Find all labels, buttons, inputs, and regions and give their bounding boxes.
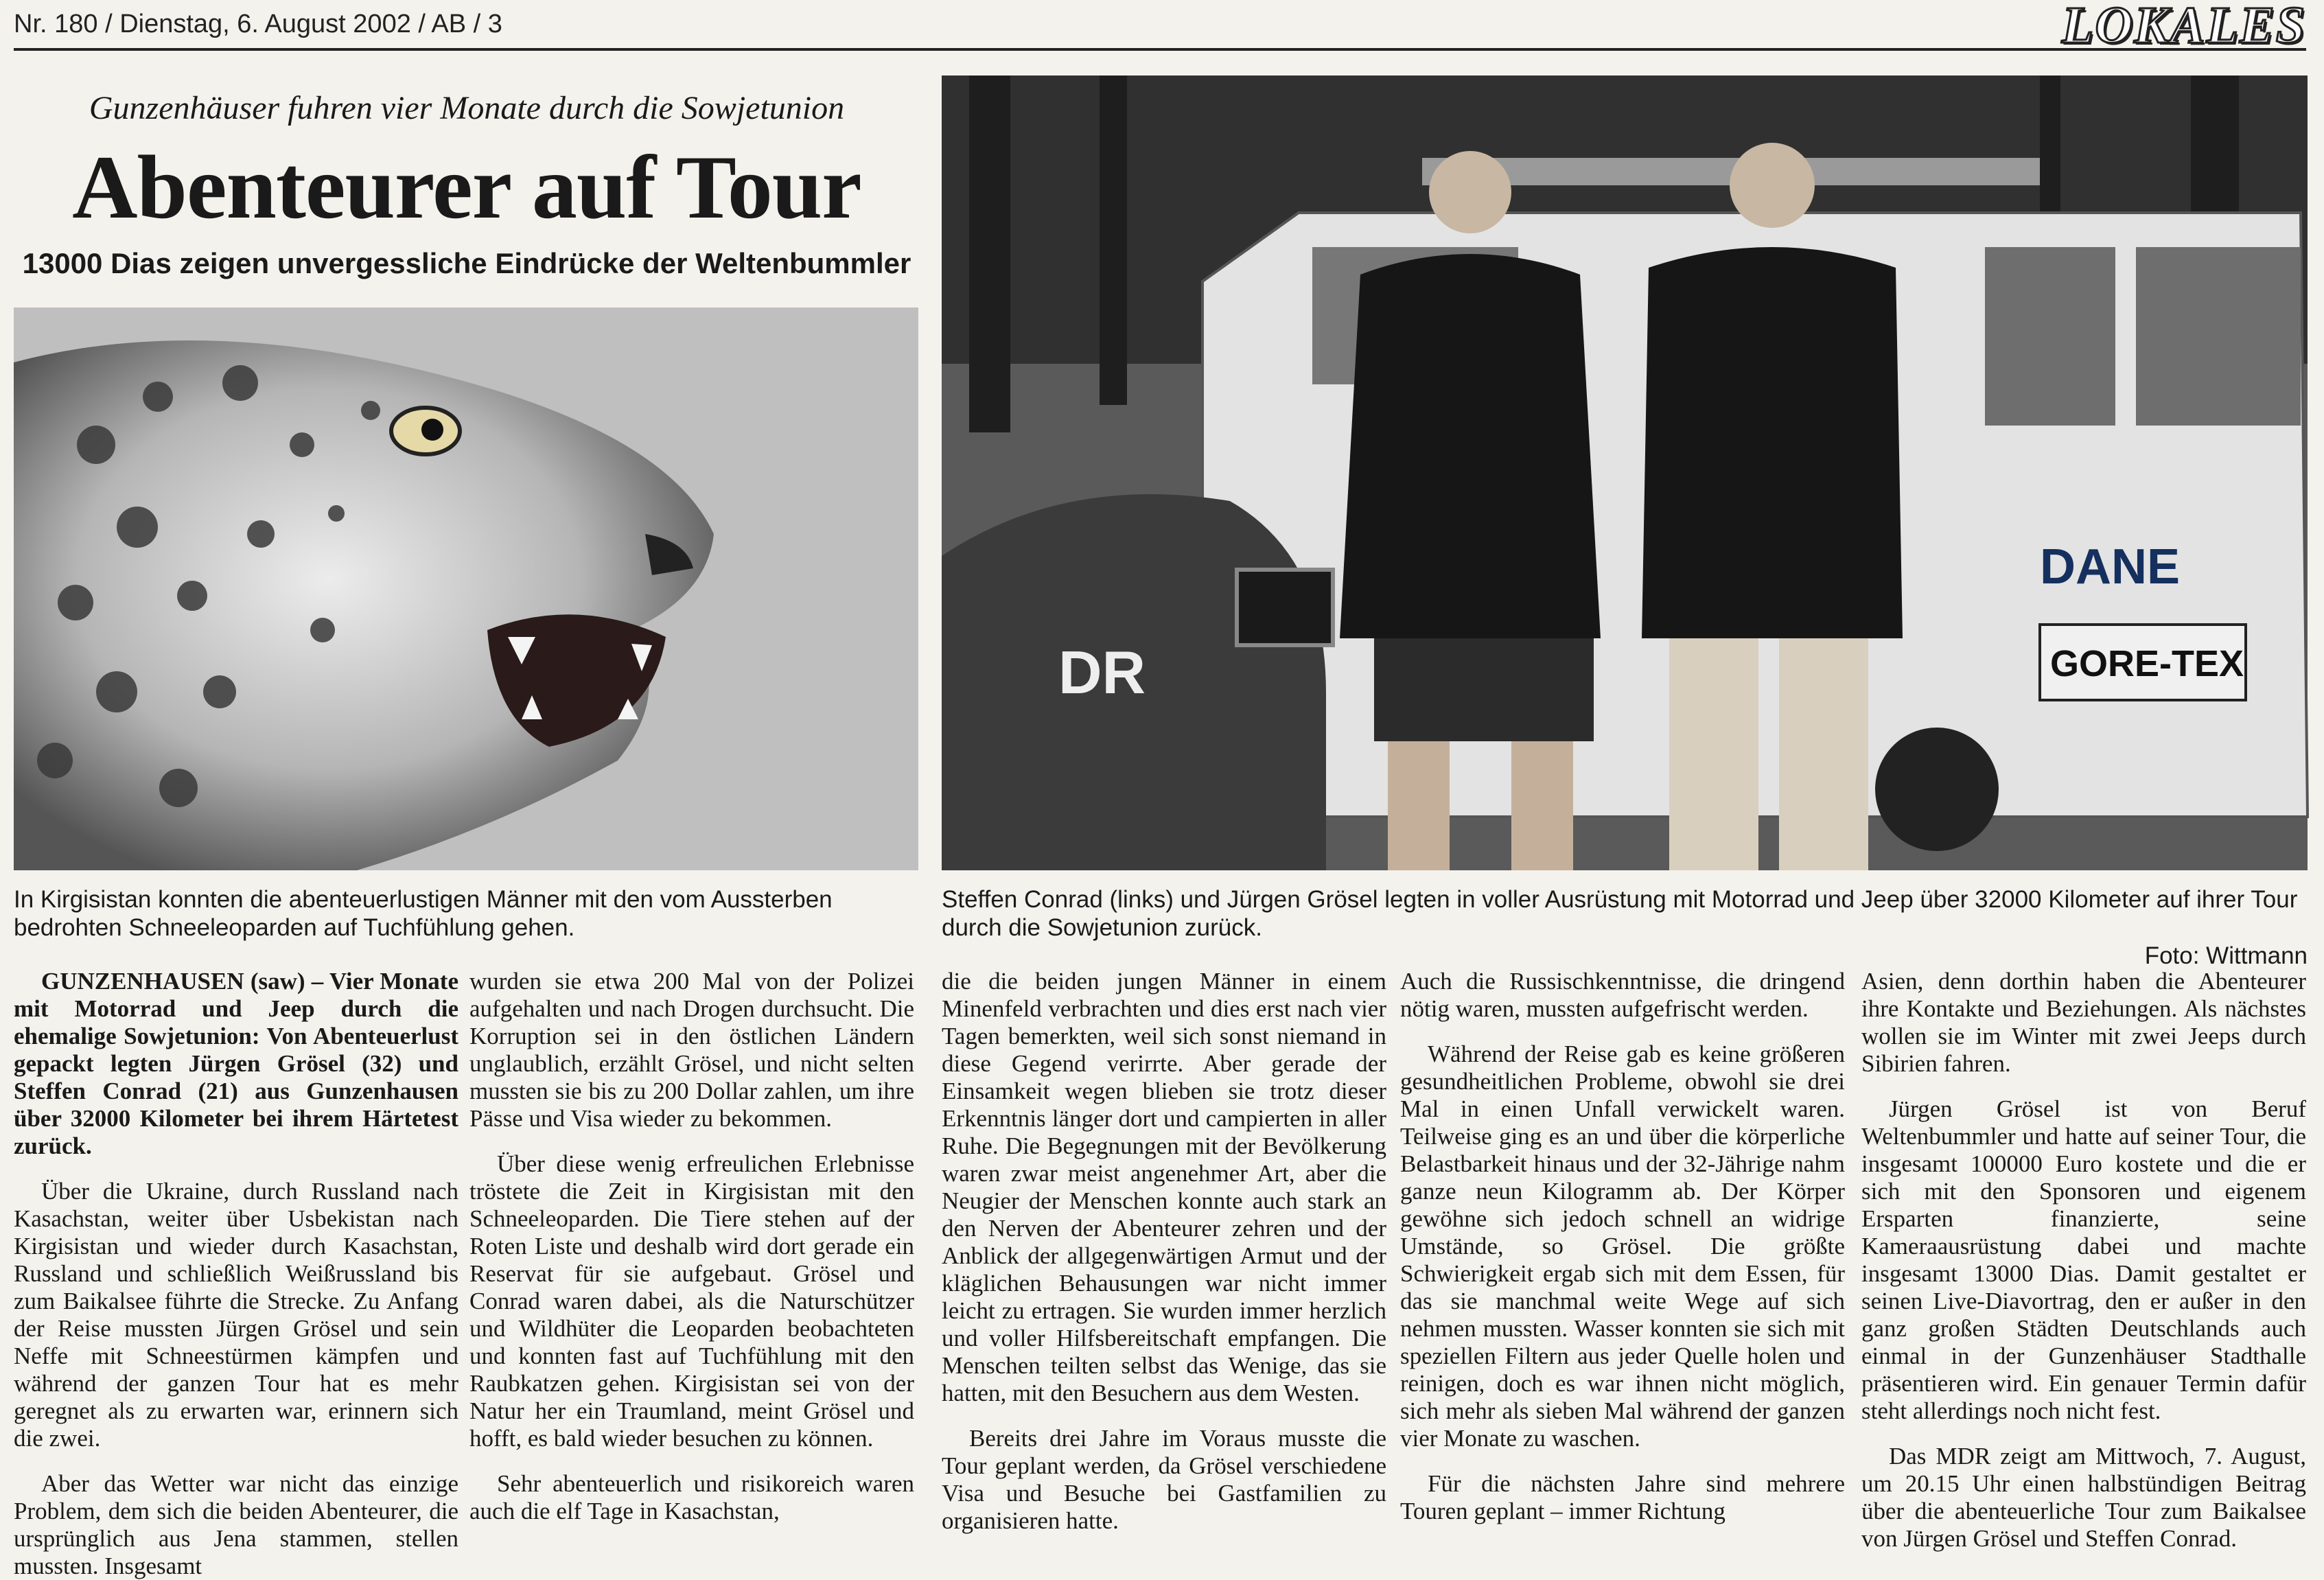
car-sponsor-sign: GORE-TEX — [2050, 643, 2244, 684]
article-paragraph: Das MDR zeigt am Mittwoch, 7. August, um 20.15 Uhr einen halbstündigen Beitrag über die abenteuerliche Tour zum Baikalsee von Jürgen Grösel und Steffen Conrad. — [1861, 1443, 2306, 1552]
article-paragraph: Auch die Russischkenntnisse, die dringend nötig waren, mussten aufgefrischt werden. — [1400, 968, 1845, 1022]
article-paragraph: Über diese wenig erfreulichen Erlebnisse tröstete die Zeit in Kirgisistan mit den Schneeleoparden. Die Tiere stehen auf der Roten Liste und deshalb wird dort gerade ein Reservat für sie aufgebaut. Grösel und Conrad waren dabei, als die Naturschützer und Wildhüter die Leoparden beobachteten und konnten fast auf Tuchfühlung mit den Raubkatzen gehen. Kirgisistan sei von der Natur her ein Traumland, meint Grösel und hofft, es bald wieder besuchen zu können. — [469, 1150, 914, 1452]
article-kicker: Gunzenhäuser fuhren vier Monate durch die Sowjetunion — [89, 90, 845, 126]
article-paragraph: Während der Reise gab es keine größeren gesundheitlichen Probleme, obwohl sie drei Mal in einen Unfall verwickelt waren. Teilweise ging es an und über die körperliche Belastbarkeit hinaus und der 32-Jährige nahm ganze neun Kilogramm ab. Der Körper gewöhne sich jedoch schnell an widrige Umstände, so Grösel. Die größte Schwierigkeit ergab sich mit dem Essen, für das sie manchmal weite Wege auf sich nehmen mussten. Wasser konnten sie sich mit speziellen Filtern aus jeder Quelle holen und reinigen, doch es war ihnen nicht möglich, sich mehr als sieben Mal während der ganzen vier Monate zu waschen. — [1400, 1041, 1845, 1452]
article-headline: Abenteurer auf Tour — [72, 137, 861, 237]
expedition-photo-caption — [942, 885, 2308, 970]
section-title: LOKALES — [2061, 0, 2306, 54]
article-column-2 — [469, 968, 914, 1537]
snow-leopard-photo — [14, 307, 918, 870]
expedition-photo — [942, 75, 2308, 870]
article-paragraph: Asien, denn dorthin haben die Abenteurer ihre Kontakte und Beziehungen. Als nächstes wollen sie im Winter mit zwei Jeeps durch Sibirien fahren. — [1861, 968, 2306, 1077]
motorcycle-sign: DR — [1058, 638, 1146, 706]
car-brand-sign: DANE — [2040, 539, 2181, 594]
issue-line: Nr. 180 / Dienstag, 6. August 2002 / AB / 3 — [14, 10, 502, 38]
article-paragraph: Für die nächsten Jahre sind mehrere Touren geplant – immer Richtung — [1400, 1470, 1845, 1524]
expedition-caption-text: Steffen Conrad (links) und Jürgen Grösel legten in voller Ausrüstung mit Motorrad und Jeep über 32000 Kilometer auf ihrer Tour durch die Sowjetunion zurück. — [942, 886, 2298, 941]
snow-leopard-illustration — [14, 307, 918, 870]
article-paragraph: Jürgen Grösel ist von Beruf Weltenbummler und hatte auf seiner Tour, die insgesamt 100000 Euro kostete und die er sich mit den Sponsoren und eigenem Ersparten finanzierte, seine Kameraausrüstung dabei und machte insgesamt 13000 Dias. Damit gestaltet er seinen Live-Diavortrag, den er außer in den ganz großen Städten Deutschlands auch einmal in der Gunzenhäuser Stadthalle präsentieren wird. Ein genauer Termin dafür steht allerdings noch nicht fest. — [1861, 1095, 2306, 1424]
article-paragraph: Sehr abenteuerlich und risikoreich waren auch die elf Tage in Kasachstan, — [469, 1470, 914, 1524]
leopard-photo-caption: In Kirgisistan konnten die abenteuerlustigen Männer mit den vom Aussterben bedrohten Schneeleoparden auf Tuchfühlung gehen. — [14, 886, 833, 941]
article-paragraph: Bereits drei Jahre im Voraus musste die Tour geplant werden, da Grösel verschiedene Visa und Besuche bei Gastfamilien zu organisieren hatte. — [942, 1425, 1386, 1534]
article-lead: GUNZENHAUSEN (saw) – Vier Monate mit Motorrad und Jeep durch die ehemalige Sowjetunion: Von Abenteuerlust gepackt legten Jürgen Grösel (32) und Steffen Conrad (21) aus Gunzenhausen über 32000 Kilometer bei ihrem Härtetest zurück. — [14, 968, 458, 1159]
article-paragraph: Aber das Wetter war nicht das einzige Problem, dem sich die beiden Abenteurer, die ursprünglich aus Jena stammen, stellen mussten. Insgesamt — [14, 1470, 458, 1579]
article-paragraph: die die beiden jungen Männer in einem Minenfeld verbrachten und dies erst nach vier Tagen bemerkten, weil sich sonst niemand in diese Gegend verirrte. Aber gerade der Einsamkeit wegen blieben sie trotz dieser Erkenntnis länger dort und campierten in aller Ruhe. Die Begegnungen mit der Bevölkerung waren zwar meist angenehmer Art, aber die Neugier der Menschen konnte auch stark an den Nerven der Abenteurer zehren und der Anblick der allgegenwärtigen Armut und der kläglichen Behausungen war nicht immer leicht zu ertragen. Sie wurden immer herzlich und voller Hilfsbereitschaft empfangen. Die Menschen teilten selbst das Wenige, das sie hatten, mit den Besuchern aus dem Westen. — [942, 968, 1386, 1406]
article-paragraph: Über die Ukraine, durch Russland nach Kasachstan, weiter über Usbekistan nach Kirgisistan und wieder durch Kasachstan, Russland und schließlich Weißrussland bis zum Baikalsee führte die Strecke. Zu Anfang der Reise mussten Jürgen Grösel und sein Neffe mit Schneestürmen kämpfen und während der ganzen Tour hat es mehr geregnet als zu erwarten war, erinnern sich die zwei. — [14, 1178, 458, 1452]
masthead — [14, 0, 2306, 54]
article-paragraph: wurden sie etwa 200 Mal von der Polizei aufgehalten und nach Drogen durchsucht. Die Korruption sei in den östlichen Ländern unglaublich, erzählt Grösel, und nicht selten mussten sie bis zu 200 Dollar zahlen, um ihre Pässe und Visa wieder zu bekommen. — [469, 968, 914, 1132]
article-column-5 — [1861, 968, 2306, 1552]
article-column-1 — [14, 968, 458, 1579]
expedition-illustration — [942, 75, 2308, 870]
article-column-4 — [1400, 968, 1845, 1537]
article-subhead: 13000 Dias zeigen unvergessliche Eindrücke der Weltenbummler — [22, 247, 911, 279]
article-column-3 — [942, 968, 1386, 1537]
photo-credit: Foto: Wittmann — [2144, 942, 2308, 969]
